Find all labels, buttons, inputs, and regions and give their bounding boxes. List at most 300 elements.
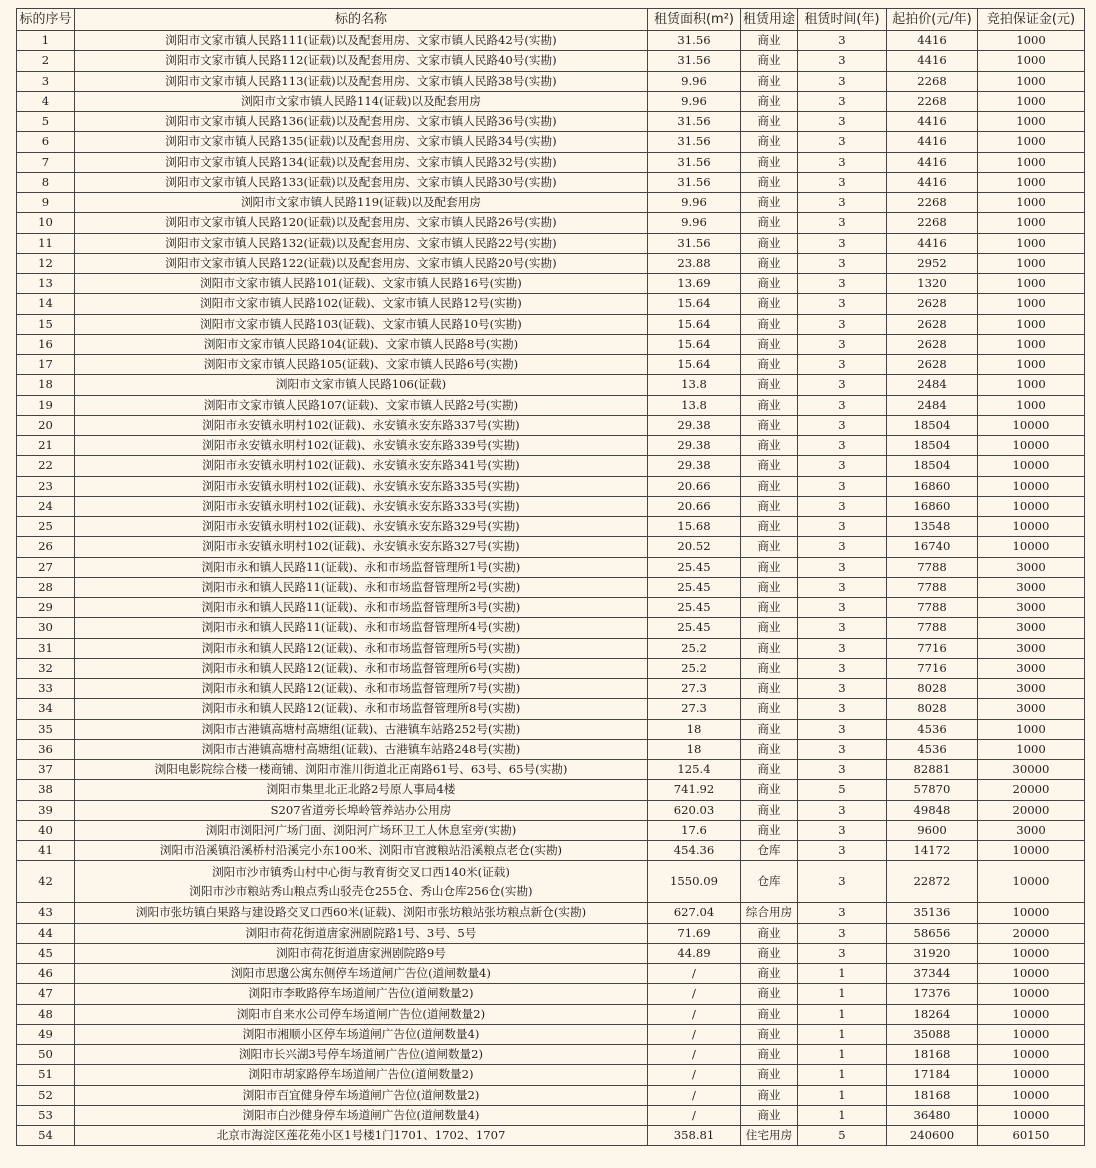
cell-lot-number: 15 <box>17 314 75 334</box>
cell-lease-term: 3 <box>798 355 887 375</box>
cell-deposit: 20000 <box>978 923 1085 943</box>
cell-lease-term: 3 <box>798 841 887 861</box>
cell-lease-area: 627.04 <box>648 903 741 923</box>
cell-lease-use: 商业 <box>741 355 798 375</box>
cell-deposit: 20000 <box>978 780 1085 800</box>
table-row <box>17 132 1085 152</box>
cell-lot-number: 41 <box>17 841 75 861</box>
table-row <box>17 537 1085 557</box>
cell-lot-number: 3 <box>17 71 75 91</box>
cell-lot-number: 14 <box>17 294 75 314</box>
cell-lease-use: 住宅用房 <box>741 1126 798 1146</box>
cell-lease-term: 3 <box>798 112 887 132</box>
cell-lease-area: 23.88 <box>648 253 741 273</box>
table-row <box>17 557 1085 577</box>
cell-lot-name: 浏阳市白沙健身停车场道闸广告位(道闸数量4) <box>75 1105 648 1125</box>
cell-starting-price: 22872 <box>887 861 978 903</box>
cell-starting-price: 13548 <box>887 517 978 537</box>
cell-lease-area: 31.56 <box>648 31 741 51</box>
table-row <box>17 436 1085 456</box>
cell-lease-area: / <box>648 1024 741 1044</box>
cell-starting-price: 18168 <box>887 1045 978 1065</box>
cell-lot-number: 30 <box>17 618 75 638</box>
cell-starting-price: 36480 <box>887 1105 978 1125</box>
cell-deposit: 1000 <box>978 91 1085 111</box>
cell-lease-use: 商业 <box>741 780 798 800</box>
cell-lease-area: / <box>648 1105 741 1125</box>
cell-lease-area: / <box>648 1085 741 1105</box>
cell-deposit: 10000 <box>978 841 1085 861</box>
cell-deposit: 10000 <box>978 517 1085 537</box>
cell-lease-area: 741.92 <box>648 780 741 800</box>
cell-lot-number: 50 <box>17 1045 75 1065</box>
cell-lot-name: 浏阳市文家市镇人民路103(证载)、文家市镇人民路10号(实勘) <box>75 314 648 334</box>
cell-lot-name: 浏阳市永和镇人民路12(证载)、永和市场监督管理所5号(实勘) <box>75 638 648 658</box>
cell-lease-use: 商业 <box>741 193 798 213</box>
cell-lot-name: 浏阳市文家市镇人民路133(证载)以及配套用房、文家市镇人民路30号(实勘) <box>75 172 648 192</box>
cell-lease-use: 商业 <box>741 638 798 658</box>
cell-lot-number: 49 <box>17 1024 75 1044</box>
cell-lot-number: 23 <box>17 476 75 496</box>
cell-deposit: 10000 <box>978 436 1085 456</box>
table-row <box>17 51 1085 71</box>
table-row <box>17 618 1085 638</box>
cell-lease-term: 3 <box>798 71 887 91</box>
table-row <box>17 172 1085 192</box>
cell-starting-price: 4416 <box>887 31 978 51</box>
cell-lot-name: 浏阳市永和镇人民路11(证载)、永和市场监督管理所4号(实勘) <box>75 618 648 638</box>
cell-deposit: 10000 <box>978 1065 1085 1085</box>
cell-lot-name: 浏阳市百宜健身停车场道闸广告位(道闸数量2) <box>75 1085 648 1105</box>
cell-lease-area: 13.8 <box>648 395 741 415</box>
cell-lot-number: 48 <box>17 1004 75 1024</box>
cell-lease-use: 商业 <box>741 719 798 739</box>
cell-deposit: 10000 <box>978 456 1085 476</box>
cell-lot-name: 浏阳市文家市镇人民路134(证载)以及配套用房、文家市镇人民路32号(实勘) <box>75 152 648 172</box>
cell-deposit: 3000 <box>978 820 1085 840</box>
cell-lot-number: 4 <box>17 91 75 111</box>
cell-lease-area: 20.66 <box>648 496 741 516</box>
table-row <box>17 800 1085 820</box>
cell-deposit: 60150 <box>978 1126 1085 1146</box>
cell-starting-price: 2268 <box>887 71 978 91</box>
cell-lease-term: 3 <box>798 903 887 923</box>
cell-lot-name: 浏阳市思邈公寓东侧停车场道闸广告位(道闸数量4) <box>75 964 648 984</box>
cell-lease-term: 3 <box>798 537 887 557</box>
table-row <box>17 1004 1085 1024</box>
cell-lease-term: 3 <box>798 699 887 719</box>
table-row <box>17 861 1085 903</box>
cell-deposit: 1000 <box>978 71 1085 91</box>
auction-lots-table <box>16 8 1085 1146</box>
header-deposit: 竞拍保证金(元) <box>978 9 1085 31</box>
cell-lease-use: 商业 <box>741 132 798 152</box>
cell-lease-use: 商业 <box>741 984 798 1004</box>
cell-lease-term: 3 <box>798 91 887 111</box>
cell-starting-price: 82881 <box>887 760 978 780</box>
cell-lease-use: 商业 <box>741 577 798 597</box>
cell-lot-name: 浏阳电影院综合楼一楼商铺、浏阳市淮川街道北正南路61号、63号、65号(实勘) <box>75 760 648 780</box>
cell-lease-term: 3 <box>798 375 887 395</box>
cell-lease-term: 3 <box>798 598 887 618</box>
cell-starting-price: 4416 <box>887 233 978 253</box>
cell-lease-area: 20.52 <box>648 537 741 557</box>
cell-lease-term: 3 <box>798 739 887 759</box>
cell-lot-number: 43 <box>17 903 75 923</box>
cell-lot-name: 浏阳市荷花街道唐家洲剧院路9号 <box>75 943 648 963</box>
cell-lot-name: 浏阳市张坊镇白果路与建设路交叉口西60米(证载)、浏阳市张坊粮站张坊粮点新仓(实勘) <box>75 903 648 923</box>
cell-deposit: 10000 <box>978 964 1085 984</box>
table-row <box>17 496 1085 516</box>
cell-deposit: 3000 <box>978 699 1085 719</box>
cell-lease-term: 1 <box>798 1065 887 1085</box>
cell-lease-area: 25.45 <box>648 557 741 577</box>
table-row <box>17 1085 1085 1105</box>
cell-lot-name: 浏阳市湘顺小区停车场道闸广告位(道闸数量4) <box>75 1024 648 1044</box>
cell-lease-area: 18 <box>648 739 741 759</box>
cell-starting-price: 7788 <box>887 577 978 597</box>
cell-lease-area: 31.56 <box>648 51 741 71</box>
cell-deposit: 1000 <box>978 274 1085 294</box>
cell-lease-use: 商业 <box>741 395 798 415</box>
cell-starting-price: 2628 <box>887 314 978 334</box>
cell-lease-area: / <box>648 984 741 1004</box>
cell-lease-use: 商业 <box>741 71 798 91</box>
cell-lease-area: 15.64 <box>648 355 741 375</box>
cell-lot-number: 31 <box>17 638 75 658</box>
cell-lease-term: 3 <box>798 476 887 496</box>
cell-lot-name: 浏阳市文家市镇人民路106(证载) <box>75 375 648 395</box>
cell-lot-number: 10 <box>17 213 75 233</box>
cell-lot-number: 44 <box>17 923 75 943</box>
cell-lease-term: 1 <box>798 1085 887 1105</box>
cell-lease-term: 3 <box>798 638 887 658</box>
cell-lease-use: 商业 <box>741 964 798 984</box>
cell-lease-area: 27.3 <box>648 679 741 699</box>
cell-lease-area: 31.56 <box>648 112 741 132</box>
table-row <box>17 1024 1085 1044</box>
cell-starting-price: 8028 <box>887 679 978 699</box>
cell-lease-use: 商业 <box>741 679 798 699</box>
cell-starting-price: 17184 <box>887 1065 978 1085</box>
cell-lot-number: 13 <box>17 274 75 294</box>
cell-lot-name: 浏阳市文家市镇人民路112(证载)以及配套用房、文家市镇人民路40号(实勘) <box>75 51 648 71</box>
cell-deposit: 10000 <box>978 496 1085 516</box>
header-lot-number: 标的序号 <box>17 9 75 31</box>
cell-lease-term: 3 <box>798 861 887 903</box>
cell-lease-term: 3 <box>798 943 887 963</box>
cell-lot-name: 浏阳市永和镇人民路12(证载)、永和市场监督管理所6号(实勘) <box>75 658 648 678</box>
cell-deposit: 10000 <box>978 1024 1085 1044</box>
cell-lease-use: 商业 <box>741 943 798 963</box>
cell-lot-name: 浏阳市荷花街道唐家洲剧院路1号、3号、5号 <box>75 923 648 943</box>
cell-lot-number: 34 <box>17 699 75 719</box>
cell-deposit: 1000 <box>978 112 1085 132</box>
table-row <box>17 841 1085 861</box>
cell-starting-price: 4416 <box>887 132 978 152</box>
cell-lease-use: 商业 <box>741 739 798 759</box>
cell-lot-number: 29 <box>17 598 75 618</box>
table-row <box>17 739 1085 759</box>
cell-lot-number: 5 <box>17 112 75 132</box>
table-row <box>17 152 1085 172</box>
cell-lease-term: 3 <box>798 923 887 943</box>
cell-lot-number: 38 <box>17 780 75 800</box>
table-row <box>17 355 1085 375</box>
cell-lease-term: 3 <box>798 193 887 213</box>
cell-lease-area: 25.2 <box>648 658 741 678</box>
table-row <box>17 1105 1085 1125</box>
table-row <box>17 943 1085 963</box>
cell-starting-price: 7788 <box>887 557 978 577</box>
cell-lease-area: 15.64 <box>648 314 741 334</box>
cell-lease-area: 125.4 <box>648 760 741 780</box>
cell-lease-use: 仓库 <box>741 861 798 903</box>
table-row <box>17 112 1085 132</box>
cell-lease-use: 商业 <box>741 1065 798 1085</box>
cell-starting-price: 1320 <box>887 274 978 294</box>
cell-lease-use: 商业 <box>741 91 798 111</box>
cell-starting-price: 7716 <box>887 658 978 678</box>
cell-lot-number: 52 <box>17 1085 75 1105</box>
cell-lease-term: 3 <box>798 274 887 294</box>
cell-starting-price: 58656 <box>887 923 978 943</box>
cell-lot-name: 浏阳市文家市镇人民路119(证载)以及配套用房 <box>75 193 648 213</box>
cell-lease-use: 商业 <box>741 699 798 719</box>
cell-lease-area: 9.96 <box>648 91 741 111</box>
cell-lot-number: 36 <box>17 739 75 759</box>
cell-lease-area: 18 <box>648 719 741 739</box>
cell-lot-name: 浏阳市胡家路停车场道闸广告位(道闸数量2) <box>75 1065 648 1085</box>
cell-deposit: 1000 <box>978 739 1085 759</box>
table-row <box>17 1065 1085 1085</box>
cell-lease-use: 商业 <box>741 375 798 395</box>
cell-lot-name: S207省道旁长埠岭管养站办公用房 <box>75 800 648 820</box>
cell-lease-use: 商业 <box>741 476 798 496</box>
cell-deposit: 3000 <box>978 618 1085 638</box>
cell-lease-area: 15.68 <box>648 517 741 537</box>
cell-lot-name: 浏阳市李畋路停车场道闸广告位(道闸数量2) <box>75 984 648 1004</box>
cell-lease-term: 3 <box>798 719 887 739</box>
cell-starting-price: 16860 <box>887 496 978 516</box>
cell-lease-area: 15.64 <box>648 294 741 314</box>
cell-lease-term: 1 <box>798 1024 887 1044</box>
cell-lease-area: 31.56 <box>648 233 741 253</box>
cell-lease-area: 454.36 <box>648 841 741 861</box>
cell-starting-price: 2952 <box>887 253 978 273</box>
cell-lease-use: 商业 <box>741 557 798 577</box>
table-row <box>17 780 1085 800</box>
cell-starting-price: 7716 <box>887 638 978 658</box>
cell-lot-number: 12 <box>17 253 75 273</box>
cell-lease-area: 31.56 <box>648 132 741 152</box>
table-row <box>17 395 1085 415</box>
cell-lot-name: 浏阳市文家市镇人民路135(证载)以及配套用房、文家市镇人民路34号(实勘) <box>75 132 648 152</box>
cell-lease-term: 3 <box>798 618 887 638</box>
cell-lot-number: 46 <box>17 964 75 984</box>
table-row <box>17 193 1085 213</box>
cell-lease-use: 商业 <box>741 598 798 618</box>
cell-lease-use: 商业 <box>741 233 798 253</box>
cell-lease-area: / <box>648 1045 741 1065</box>
cell-deposit: 1000 <box>978 172 1085 192</box>
table-row <box>17 31 1085 51</box>
table-row <box>17 476 1085 496</box>
cell-starting-price: 18168 <box>887 1085 978 1105</box>
header-lease-use: 租赁用途 <box>741 9 798 31</box>
cell-deposit: 1000 <box>978 51 1085 71</box>
cell-lease-use: 商业 <box>741 294 798 314</box>
cell-lease-use: 商业 <box>741 213 798 233</box>
cell-lease-area: 1550.09 <box>648 861 741 903</box>
cell-lot-name: 浏阳市永安镇永明村102(证载)、永安镇永安东路341号(实勘) <box>75 456 648 476</box>
cell-lot-number: 53 <box>17 1105 75 1125</box>
cell-lot-name: 浏阳市永安镇永明村102(证载)、永安镇永安东路327号(实勘) <box>75 537 648 557</box>
cell-lot-number: 40 <box>17 820 75 840</box>
cell-lease-use: 商业 <box>741 618 798 638</box>
cell-lot-name: 浏阳市集里北正北路2号原人事局4楼 <box>75 780 648 800</box>
cell-lease-use: 商业 <box>741 1085 798 1105</box>
cell-lease-use: 商业 <box>741 274 798 294</box>
cell-lease-use: 商业 <box>741 456 798 476</box>
cell-deposit: 1000 <box>978 294 1085 314</box>
cell-deposit: 10000 <box>978 476 1085 496</box>
cell-deposit: 1000 <box>978 395 1085 415</box>
table-row <box>17 658 1085 678</box>
table-row <box>17 577 1085 597</box>
cell-starting-price: 2268 <box>887 193 978 213</box>
cell-lease-use: 商业 <box>741 31 798 51</box>
cell-lease-use: 商业 <box>741 760 798 780</box>
cell-deposit: 20000 <box>978 800 1085 820</box>
cell-lease-area: 15.64 <box>648 334 741 354</box>
cell-lot-name: 浏阳市文家市镇人民路104(证载)、文家市镇人民路8号(实勘) <box>75 334 648 354</box>
cell-deposit: 1000 <box>978 719 1085 739</box>
cell-lot-number: 33 <box>17 679 75 699</box>
cell-lot-name: 浏阳市文家市镇人民路136(证载)以及配套用房、文家市镇人民路36号(实勘) <box>75 112 648 132</box>
table-row <box>17 1126 1085 1146</box>
cell-lease-area: 29.38 <box>648 415 741 435</box>
table-row <box>17 760 1085 780</box>
cell-deposit: 1000 <box>978 314 1085 334</box>
cell-starting-price: 4416 <box>887 152 978 172</box>
cell-lot-number: 54 <box>17 1126 75 1146</box>
cell-lot-name: 浏阳市永和镇人民路11(证载)、永和市场监督管理所3号(实勘) <box>75 598 648 618</box>
cell-lot-name: 浏阳市永安镇永明村102(证载)、永安镇永安东路339号(实勘) <box>75 436 648 456</box>
cell-deposit: 10000 <box>978 1004 1085 1024</box>
cell-lot-name: 浏阳市古港镇高塘村高塘组(证载)、古港镇车站路252号(实勘) <box>75 719 648 739</box>
cell-lease-area: 25.45 <box>648 618 741 638</box>
cell-lot-name: 浏阳市文家市镇人民路105(证载)、文家市镇人民路6号(实勘) <box>75 355 648 375</box>
cell-deposit: 10000 <box>978 943 1085 963</box>
cell-starting-price: 35088 <box>887 1024 978 1044</box>
cell-deposit: 3000 <box>978 557 1085 577</box>
cell-lease-use: 商业 <box>741 334 798 354</box>
table-row <box>17 517 1085 537</box>
cell-starting-price: 2628 <box>887 294 978 314</box>
table-row <box>17 274 1085 294</box>
table-row <box>17 233 1085 253</box>
cell-starting-price: 18504 <box>887 436 978 456</box>
cell-lease-term: 3 <box>798 395 887 415</box>
cell-deposit: 3000 <box>978 638 1085 658</box>
table-row <box>17 719 1085 739</box>
cell-starting-price: 18504 <box>887 415 978 435</box>
cell-starting-price: 4416 <box>887 51 978 71</box>
cell-lease-use: 商业 <box>741 517 798 537</box>
cell-deposit: 1000 <box>978 355 1085 375</box>
cell-lot-number: 47 <box>17 984 75 1004</box>
cell-deposit: 3000 <box>978 658 1085 678</box>
cell-lot-name: 浏阳市文家市镇人民路132(证载)以及配套用房、文家市镇人民路22号(实勘) <box>75 233 648 253</box>
cell-deposit: 1000 <box>978 31 1085 51</box>
cell-lease-area: 20.66 <box>648 476 741 496</box>
cell-lot-name: 浏阳市长兴湖3号停车场道闸广告位(道闸数量2) <box>75 1045 648 1065</box>
cell-lease-use: 商业 <box>741 172 798 192</box>
cell-lease-use: 商业 <box>741 820 798 840</box>
cell-lease-term: 3 <box>798 658 887 678</box>
cell-lot-name: 浏阳市文家市镇人民路113(证载)以及配套用房、文家市镇人民路38号(实勘) <box>75 71 648 91</box>
cell-lease-area: 17.6 <box>648 820 741 840</box>
cell-lease-term: 3 <box>798 132 887 152</box>
cell-lot-number: 21 <box>17 436 75 456</box>
cell-lease-use: 商业 <box>741 112 798 132</box>
cell-lease-term: 3 <box>798 456 887 476</box>
cell-starting-price: 18504 <box>887 456 978 476</box>
cell-lease-term: 3 <box>798 152 887 172</box>
cell-lease-term: 3 <box>798 436 887 456</box>
cell-lot-name: 浏阳市文家市镇人民路107(证载)、文家市镇人民路2号(实勘) <box>75 395 648 415</box>
cell-starting-price: 35136 <box>887 903 978 923</box>
table-row <box>17 294 1085 314</box>
cell-deposit: 10000 <box>978 1085 1085 1105</box>
cell-lease-area: 25.2 <box>648 638 741 658</box>
cell-lease-use: 商业 <box>741 415 798 435</box>
table-row <box>17 314 1085 334</box>
cell-lot-name: 浏阳市文家市镇人民路101(证载)、文家市镇人民路16号(实勘) <box>75 274 648 294</box>
table-row <box>17 903 1085 923</box>
cell-lease-term: 3 <box>798 334 887 354</box>
cell-lot-number: 1 <box>17 31 75 51</box>
cell-lease-term: 3 <box>798 415 887 435</box>
cell-lot-number: 26 <box>17 537 75 557</box>
table-row <box>17 71 1085 91</box>
cell-lease-area: 13.8 <box>648 375 741 395</box>
cell-lease-use: 商业 <box>741 537 798 557</box>
cell-deposit: 1000 <box>978 152 1085 172</box>
table-body <box>17 31 1085 1146</box>
table-row <box>17 638 1085 658</box>
cell-lease-area: 9.96 <box>648 193 741 213</box>
cell-lease-use: 商业 <box>741 923 798 943</box>
cell-starting-price: 37344 <box>887 964 978 984</box>
cell-deposit: 1000 <box>978 253 1085 273</box>
cell-starting-price: 57870 <box>887 780 978 800</box>
cell-starting-price: 7788 <box>887 598 978 618</box>
cell-lot-number: 8 <box>17 172 75 192</box>
cell-deposit: 10000 <box>978 861 1085 903</box>
table-row <box>17 964 1085 984</box>
table-row <box>17 334 1085 354</box>
table-row <box>17 1045 1085 1065</box>
cell-starting-price: 18264 <box>887 1004 978 1024</box>
cell-lot-name: 浏阳市永和镇人民路11(证载)、永和市场监督管理所2号(实勘) <box>75 577 648 597</box>
header-lot-name: 标的名称 <box>75 9 648 31</box>
cell-lease-term: 1 <box>798 1105 887 1125</box>
cell-lot-name: 浏阳市浏阳河广场门面、浏阳河广场环卫工人休息室旁(实勘) <box>75 820 648 840</box>
cell-lease-area: 9.96 <box>648 213 741 233</box>
header-lease-area: 租赁面积(m²) <box>648 9 741 31</box>
